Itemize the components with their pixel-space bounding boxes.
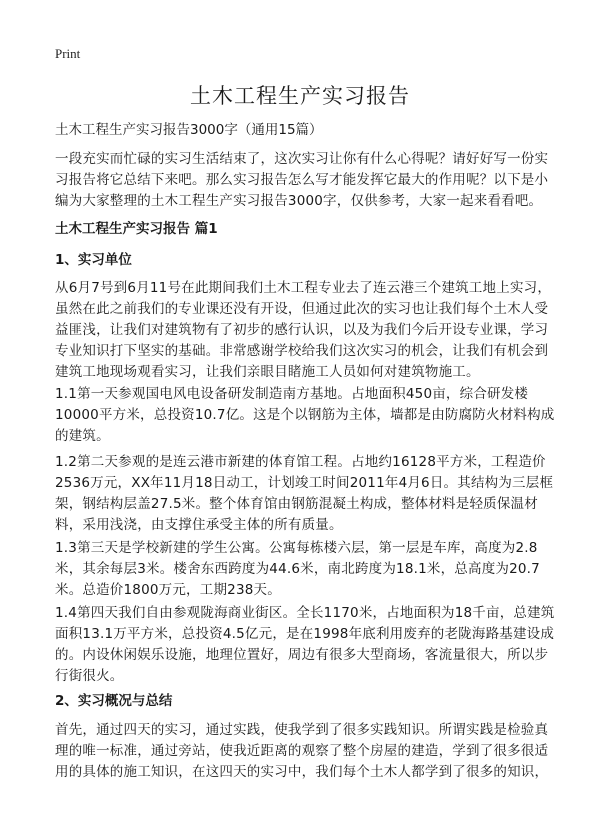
- section-2-paragraph: 首先，通过四天的实习，通过实践，使我学到了很多实践知识。所谓实践是检验真理的唯一标准，通过旁站，使我近距离的观察了整个房屋的建造，学到了很多很适用的具体的施工知识，在这四天的实习中，我们每个土木人都学到了很多的知识，: [55, 722, 549, 780]
- section-1-paragraph: 从6月7号到6月11号在此期间我们土木工程专业去了连云港三个建筑工地上实习，虽然在此之前我们的专业课还没有开设，但通过此次的实习也让我们每个土木人受益匪浅，让我们对建筑物有了初步的感行认识，以及为我们今后开设专业课，学习专业知识打下坚实的基础。非常感谢学校给我们这次实习的机会，让我们有机会到建筑工地现场观看实习，让我们亲眼目睹施工人员如何对建筑物施工。: [55, 280, 552, 380]
- day-1-paragraph: 1.1第一天参观国电风电设备研发制造南方基地。占地面积450亩，综合研发楼10000平方米，总投资10.7亿。这是个以钢筋为主体，墙都是由防腐防火材料构成的建筑。: [55, 386, 555, 444]
- section-2-heading: 2、实习概况与总结: [55, 693, 173, 709]
- document-title: 土木工程生产实习报告: [190, 84, 410, 108]
- article-heading: 土木工程生产实习报告 篇1: [55, 221, 218, 237]
- section-1-heading: 1、实习单位: [55, 252, 132, 268]
- day-2-paragraph: 1.2第二天参观的是连云港市新建的体育馆工程。占地约16128平方米，工程造价2536万元，XX年11月18日动工，计划竣工时间2011年4月6日。其结构为三层框架，钢结构层盖27.5米。整个体育馆由钢筋混凝土构成，整体材料是轻质保温材料，采用浅浇，由支撑住承受主体的所有质量。: [55, 454, 554, 533]
- print-link[interactable]: Print: [55, 46, 81, 61]
- day-3-paragraph: 1.3第三天是学校新建的学生公寓。公寓每栋楼六层，第一层是车库，高度为2.8米，其余每层3米。楼舍东西跨度为44.6米，南北跨度为18.1米，总高度为20.7米。总造价1800万元，工期238天。: [55, 540, 540, 598]
- day-4-paragraph: 1.4第四天我们自由参观陇海商业街区。全长1170米，占地面积为18千亩，总建筑面积13.1万平方米，总投资4.5亿元，是在1998年底利用废弃的老陇海路基建设成的。内设休闲娱乐设施，地理位置好，周边有很多大型商场，客流量很大，所以步行街很火。: [55, 605, 555, 684]
- document-subtitle: 土木工程生产实习报告3000字（通用15篇）: [55, 122, 323, 138]
- intro-paragraph: 一段充实而忙碌的实习生活结束了，这次实习让你有什么心得呢？请好好写一份实习报告将它总结下来吧。那么实习报告怎么写才能发挥它最大的作用呢？以下是小编为大家整理的土木工程生产实习报告3000字，仅供参考，大家一起来看看吧。: [55, 151, 549, 209]
